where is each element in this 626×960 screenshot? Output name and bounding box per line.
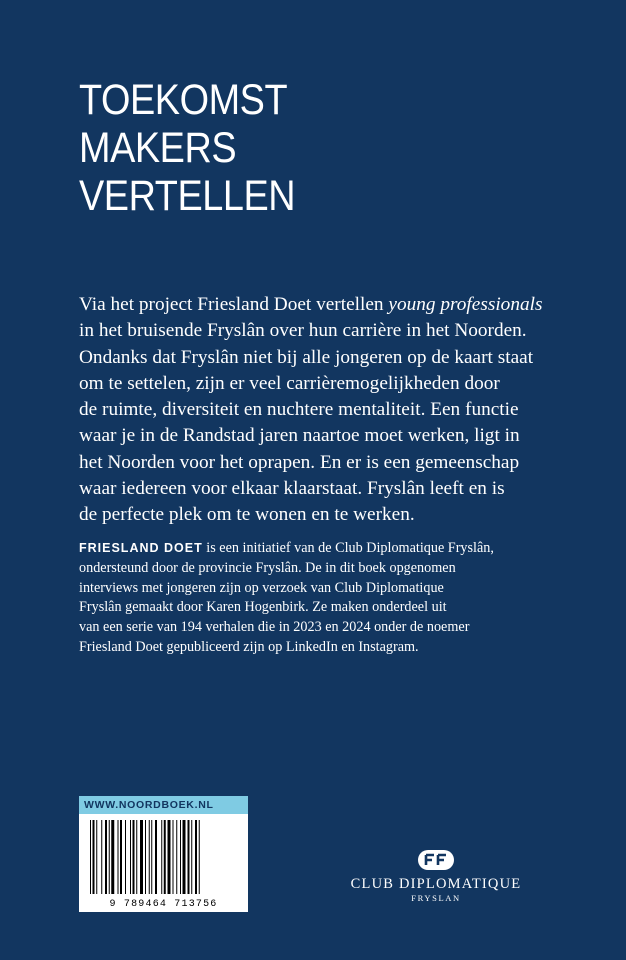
note-line-1-text: is een initiatief van de Club Diplomatique Fryslân, xyxy=(202,540,494,556)
blurb-line-7: het Noorden voor het oprapen. En er is een gemeenschap xyxy=(79,451,520,473)
blurb-line-4: om te settelen, zijn er veel carrièremogelijkheden door xyxy=(79,372,500,394)
blurb-line-1-text: Via het project Friesland Doet vertellen xyxy=(79,294,389,315)
logo-subtitle: FRYSLAN xyxy=(411,893,461,903)
isbn-number: 9 789464 713756 xyxy=(109,899,218,910)
title-line-2: MAKERS xyxy=(79,124,237,172)
blurb-line-2: in het bruisende Fryslân over hun carrière in het Noorden. xyxy=(79,320,527,342)
cover-title xyxy=(79,76,295,220)
note-line-5: van een serie van 194 verhalen die in 2023 en 2024 onder de noemer xyxy=(79,619,470,636)
note-line-1 xyxy=(79,539,559,559)
colophon-note xyxy=(79,539,559,658)
publisher-url: WWW.NOORDBOEK.NL xyxy=(79,796,248,814)
cd-monogram-icon xyxy=(418,850,454,870)
note-lead: FRIESLAND DOET xyxy=(79,541,203,555)
title-line-1: TOEKOMST xyxy=(79,76,288,124)
barcode-panel xyxy=(79,796,248,912)
club-diplomatique-logo xyxy=(341,850,531,904)
note-line-3: interviews met jongeren zijn op verzoek van Club Diplomatique xyxy=(79,579,444,596)
blurb-line-5: de ruimte, diversiteit en nuchtere mentaliteit. Een functie xyxy=(79,399,519,421)
blurb-line-3: Ondanks dat Fryslân niet bij alle jongeren op de kaart staat xyxy=(79,346,534,368)
note-line-2: ondersteund door de provincie Fryslân. De in dit boek opgenomen xyxy=(79,559,456,576)
note-line-6: Friesland Doet gepubliceerd zijn op LinkedIn en Instagram. xyxy=(79,638,419,655)
blurb-line-9: de perfecte plek om te wonen en te werken. xyxy=(79,504,415,526)
blurb-line-1 xyxy=(79,292,569,318)
title-line-3: VERTELLEN xyxy=(79,172,296,220)
blurb-line-6: waar je in de Randstad jaren naartoe moet werken, ligt in xyxy=(79,425,520,447)
note-line-4: Fryslân gemaakt door Karen Hogenbirk. Ze maken onderdeel uit xyxy=(79,599,447,616)
blurb-line-8: waar iedereen voor elkaar klaarstaat. Fryslân leeft en is xyxy=(79,478,505,500)
barcode-image xyxy=(90,820,240,894)
logo-name: CLUB DIPLOMATIQUE xyxy=(350,876,522,892)
blurb-emphasis: young professionals xyxy=(388,294,543,315)
blurb xyxy=(79,292,569,529)
